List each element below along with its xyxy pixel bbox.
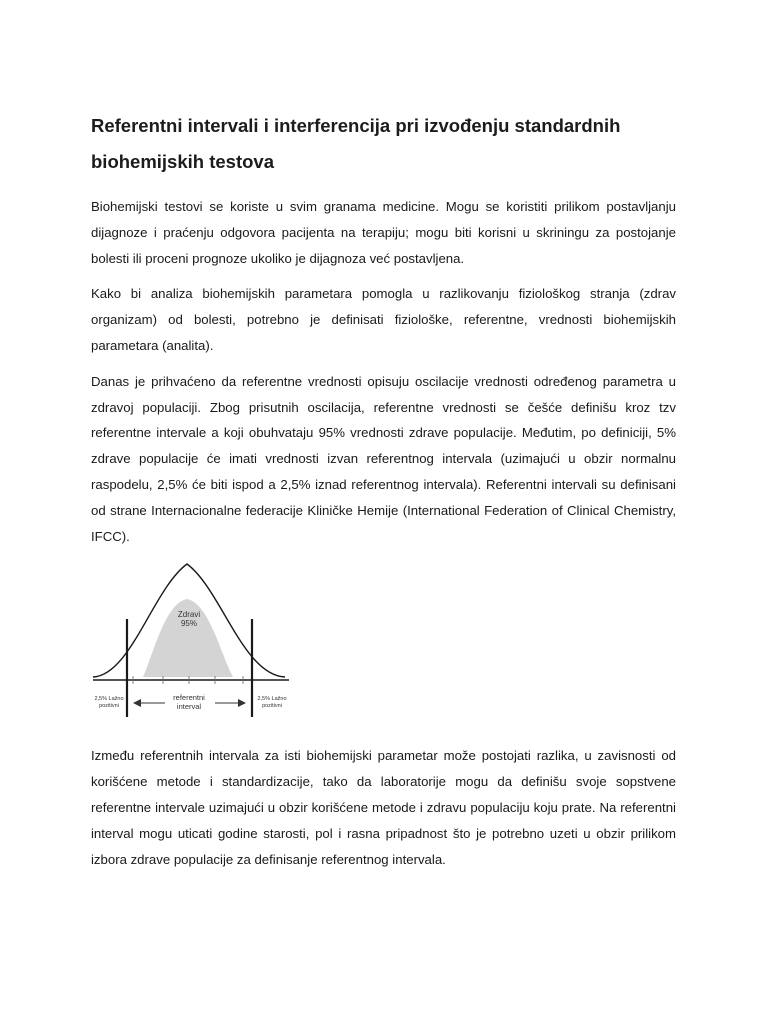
left-tail-label-2: pozitivni <box>99 703 119 710</box>
right-tail-label: 2,5% Lažno <box>257 696 287 703</box>
right-tail-label-2: pozitivni <box>262 703 282 710</box>
healthy-label: Zdravi <box>177 610 201 620</box>
paragraph-definition: Danas je prihvaćeno da referentne vrednosti opisuju oscilacije vrednosti određenog parametra u zdravoj populaciji. Zbog prisutnih oscilacija, referentne vrednosti se češće definišu kroz tzv referentne intervale a koji obuhvataju 95% vrednosti zdrave populacije. Međutim, po definiciji, 5% zdrave populacije će imati vrednosti izvan referentnog intervala (uzimajući u obzir normalnu raspodelu, 2,5% će biti ispod a 2,5% iznad referentnog intervala). Referentni intervali su definisani od strane Internacionalne federacije Kliničke Hemije (International Federation of Clinical Chemistry, IFCC). <box>91 373 676 544</box>
arrow-right-head-icon <box>238 699 246 707</box>
left-tail-label: 2,5% Lažno <box>94 696 124 703</box>
distribution-diagram <box>91 559 291 719</box>
paragraph-intro: Biohemijski testovi se koriste u svim granama medicine. Mogu se koristiti prilikom postavljanju dijagnoze i praćenju odgovora pacijenta na terapiju; mogu biti korisni u skriningu za postojanje bolesti ili proceni prognoze ukoliko je dijagnoza već postavljena. <box>91 199 676 266</box>
arrow-left-head-icon <box>133 699 141 707</box>
normal-distribution-figure <box>91 559 291 719</box>
paragraph-variation: Između referentnih intervala za isti biohemijski parametar može postojati razlika, u zavisnosti od korišćene metode i standardizacije, tako da laboratorije mogu da definišu svoje sopstvene referentne intervale uzimajući u obzir korišćene metode i zdravu populaciju koju prate. Na referentni interval mogu uticati godine starosti, pol i rasna pripadnost što je potrebno uzeti u obzir prilikom izbora zdrave populacije za definisanje referentnog intervala. <box>91 748 676 867</box>
document-page <box>91 108 676 882</box>
interval-label-2: interval <box>176 702 202 712</box>
paragraph-purpose: Kako bi analiza biohemijskih parametara pomogla u razlikovanju fiziološkog stranja (zdrav organizam) od bolesti, potrebno je definisati fiziološke, referentne, vrednosti biohemijskih parametara (analita). <box>91 286 676 353</box>
healthy-percent-label: 95% <box>180 619 198 629</box>
document-title: Referentni intervali i interferencija pri izvođenju standardnih biohemijskih testova <box>91 115 621 172</box>
interval-label: referentni <box>173 693 205 703</box>
